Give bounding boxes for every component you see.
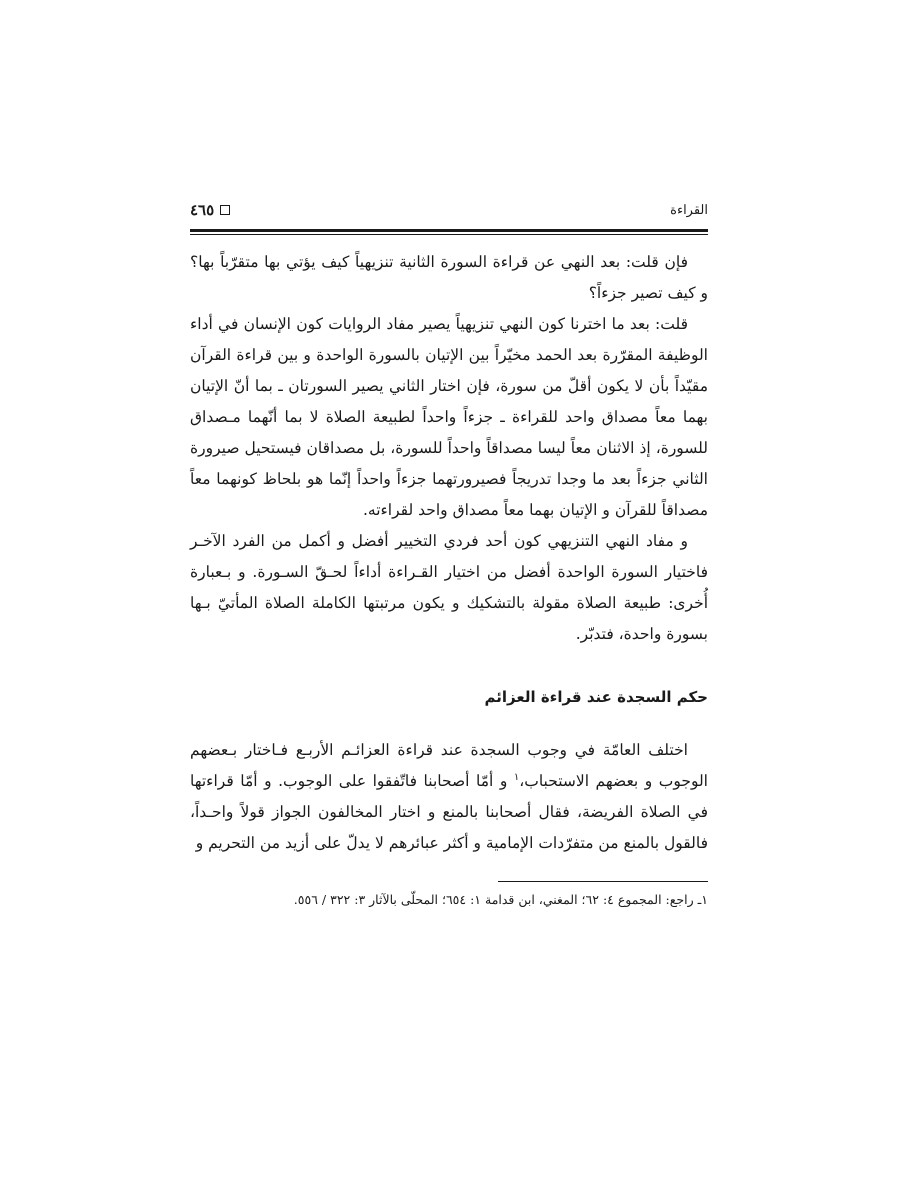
page-number: ٤٦٥ [190,201,215,219]
page-number-group [190,201,230,219]
section-text-part2: و أمّا أصحابنا فاتّفقوا على الوجوب. و أمّا قراءتها في الصلاة الفريضة، فقال أصحابنا بالمنع و اختار المخالفون الجواز قولاً واحـداً، فالقول بالمنع من متفرّدات الإمامية و أكثر عبائرهم لا يدلّ على أزيد من التحريم و [190,772,708,852]
chapter-title: القراءة [670,203,708,218]
paragraph: و مفاد النهي التنزيهي كون أحد فردي التخيير أفضل و أكمل من الفرد الآخـر فاختيار السورة الواحدة أفضل من اختيار القـراءة أداءاً لحـقّ السـورة. و بـعبارة أُخرى: طبيعة الصلاة مقولة بالتشكيك و يكون مرتبتها الكاملة الصلاة المأتيّ بـها بسورة واحدة، فتدبّر. [190,532,708,643]
square-icon [220,205,230,215]
footnote: ١ـ راجع: المجموع ٤: ٦٢؛ المغني، ابن قدامة ١: ٦٥٤؛ المحلّى بالآثار ٣: ٣٢٢ / ٥٥٦. [293,892,708,907]
paragraph: فإن قلت: بعد النهي عن قراءة السورة الثانية تنزيهياً كيف يؤتي بها متقرّباً بها؟ و كيف تصير جزءاً؟ [190,253,708,302]
section-heading: حكم السجدة عند قراءة العزائم [484,688,708,706]
running-header [190,195,708,229]
paragraph: قلت: بعد ما اخترنا كون النهي تنزيهياً يصير مفاد الروايات كون الإنسان في أداء الوظيفة المقرّرة بعد الحمد مخيّراً بين الإتيان بالسورة الواحدة و بين قراءة القرآن مقيّداً بأن لا يكون أقلّ من سورة، فإن اختار الثاني يصير السورتان ـ بما أنّ الإتيان بهما معاً مصداق واحد للقراءة ـ جزءاً واحداً لطبيعة الصلاة لا بما أنّهما مـصداق للسورة، إذ الاثنان معاً ليسا مصداقاً واحداً للسورة، بل مصداقان فيستحيل صيرورة الثاني جزءاً بعد ما وجدا تدريجاً فصيرورتهما جزءاً واحداً إنّما هو بلحاظ كونهما معاً مصداقاً للقرآن و الإتيان بهما معاً مصداق واحد لقراءته. [190,315,708,519]
header-rule-thin [190,234,708,235]
footnote-reference: ١ [513,771,520,783]
section-text-part1: اختلف العامّة في وجوب السجدة عند قراءة العزائـم الأربـع فـاختار بـعضهم الوجوب و بعضهم الاستحباب، [190,741,708,790]
header-rule [190,229,708,232]
footnote-rule [498,881,708,882]
main-text [190,247,708,859]
book-page [190,195,708,910]
section-paragraph [190,735,708,859]
